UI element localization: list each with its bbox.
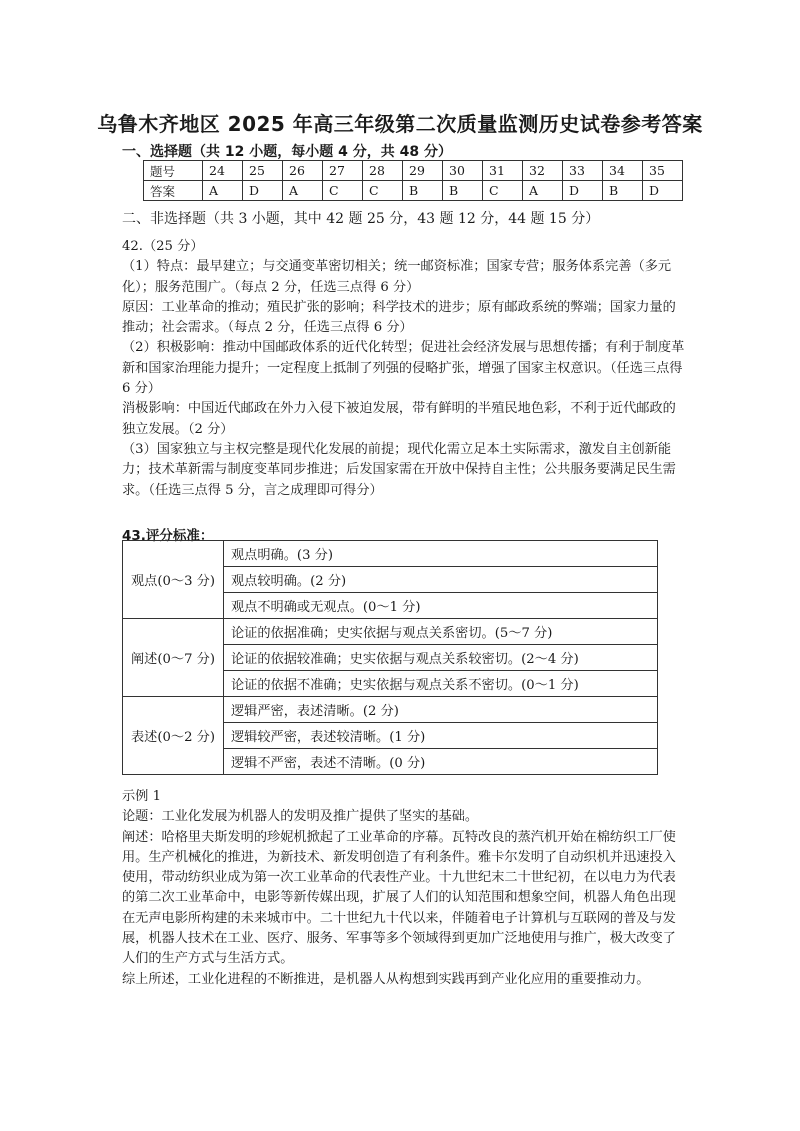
question-number: 31 — [483, 161, 523, 181]
answer-letter: A — [203, 181, 243, 201]
row-label-answer: 答案 — [144, 181, 203, 201]
section2-heading: 二、非选择题（共 3 小题，其中 42 题 25 分，43 题 12 分，44 题 15 分） — [122, 211, 600, 227]
answer-letter: B — [443, 181, 483, 201]
rubric-level: 逻辑严密，表述清晰。(2 分) — [224, 697, 658, 723]
answer-key-row-questions — [144, 161, 683, 181]
rubric-level: 观点明确。(3 分) — [224, 541, 658, 567]
answer-letter: B — [603, 181, 643, 201]
question-number: 32 — [523, 161, 563, 181]
q42-paragraph: 消极影响：中国近代邮政在外力入侵下被迫发展，带有鲜明的半殖民地色彩，不利于近代邮政的独立发展。（2 分） — [122, 401, 676, 437]
answer-letter: A — [283, 181, 323, 201]
row-label-question: 题号 — [144, 161, 203, 181]
rubric-level: 论证的依据不准确；史实依据与观点关系不密切。(0～1 分) — [224, 671, 658, 697]
section1-heading: 一、选择题（共 12 小题，每小题 4 分，共 48 分） — [122, 144, 452, 160]
q43-heading: 43.评分标准： — [122, 528, 214, 544]
answer-letter: C — [483, 181, 523, 201]
answer-letter: A — [523, 181, 563, 201]
answer-letter: C — [323, 181, 363, 201]
answer-letter: B — [403, 181, 443, 201]
q42-paragraph: （2）积极影响：推动中国邮政体系的近代化转型；促进社会经济发展与思想传播；有利于制度革新和国家治理能力提升；一定程度上抵制了列强的侵略扩张，增强了国家主权意识。（任选三点得 6 分） — [122, 340, 685, 397]
answer-letter: D — [563, 181, 603, 201]
question-number: 24 — [203, 161, 243, 181]
example-paragraph: 综上所述，工业化进程的不断推进，是机器人从构想到实践再到产业化应用的重要推动力。 — [122, 971, 650, 987]
question-number: 34 — [603, 161, 643, 181]
question-number: 29 — [403, 161, 443, 181]
rubric-row — [123, 619, 658, 645]
rubric-row — [123, 697, 658, 723]
question-number: 27 — [323, 161, 363, 181]
answer-key-row-answers — [144, 181, 683, 201]
question-number: 26 — [283, 161, 323, 181]
question-number: 25 — [243, 161, 283, 181]
example-paragraph: 阐述：哈格里夫斯发明的珍妮机掀起了工业革命的序幕。瓦特改良的蒸汽机开始在棉纺织工厂使用。生产机械化的推进，为新技术、新发明创造了有利条件。雅卡尔发明了自动织机并迅速投入使用，带动纺织业成为第一次工业革命的代表性产业。十九世纪末二十世纪初，在以电力为代表的第二次工业革命中，电影等新传媒出现，扩展了人们的认知范围和想象空间，机器人角色出现在无声电影所构建的未来城市中。二十世纪九十代以来，伴随着电子计算机与互联网的普及与发展，机器人技术在工业、医疗、服务、军事等多个领域得到更加广泛地使用与推广，极大改变了人们的生产方式与生活方式。 — [122, 829, 676, 967]
rubric-category: 观点(0～3 分) — [123, 541, 224, 619]
rubric-level: 论证的依据准确；史实依据与观点关系密切。(5～7 分) — [224, 619, 658, 645]
rubric-level: 观点不明确或无观点。(0～1 分) — [224, 593, 658, 619]
q42-block — [122, 237, 688, 501]
q42-paragraph: （3）国家独立与主权完整是现代化发展的前提；现代化需立足本土实际需求，激发自主创新能力；技术革新需与制度变革同步推进；后发国家需在开放中保持自主性；公共服务要满足民生需求。（任选三点得 5 分，言之成理即可得分） — [122, 441, 676, 498]
question-number: 35 — [643, 161, 683, 181]
answer-letter: C — [363, 181, 403, 201]
q42-heading: 42.（25 分） — [122, 239, 204, 254]
document-title: 乌鲁木齐地区 2025 年高三年级第二次质量监测历史试卷参考答案 — [97, 112, 703, 136]
question-number: 28 — [363, 161, 403, 181]
q42-paragraph: （1）特点：最早建立；与交通变革密切相关；统一邮资标准；国家专营；服务体系完善（多元化）；服务范围广。（每点 2 分，任选三点得 6 分） — [122, 259, 672, 295]
rubric-category: 表述(0～2 分) — [123, 697, 224, 775]
rubric-level: 论证的依据较准确；史实依据与观点关系较密切。(2～4 分) — [224, 645, 658, 671]
example-block — [122, 787, 688, 990]
rubric-row — [123, 541, 658, 567]
answer-letter: D — [643, 181, 683, 201]
rubric-level: 逻辑较严密，表述较清晰。(1 分) — [224, 723, 658, 749]
rubric-category: 阐述(0～7 分) — [123, 619, 224, 697]
q42-paragraph: 原因：工业革命的推动；殖民扩张的影响；科学技术的进步；原有邮政系统的弊端；国家力量的推动；社会需求。（每点 2 分，任选三点得 6 分） — [122, 299, 676, 336]
question-number: 30 — [443, 161, 483, 181]
rubric-level: 逻辑不严密，表述不清晰。(0 分) — [224, 749, 658, 775]
question-number: 33 — [563, 161, 603, 181]
example-paragraph: 论题：工业化发展为机器人的发明及推广提供了坚实的基础。 — [122, 809, 479, 825]
rubric-level: 观点较明确。(2 分) — [224, 567, 658, 593]
answer-key-table — [143, 160, 683, 201]
rubric-table — [122, 540, 658, 775]
example-heading: 示例 1 — [122, 789, 161, 804]
answer-letter: D — [243, 181, 283, 201]
